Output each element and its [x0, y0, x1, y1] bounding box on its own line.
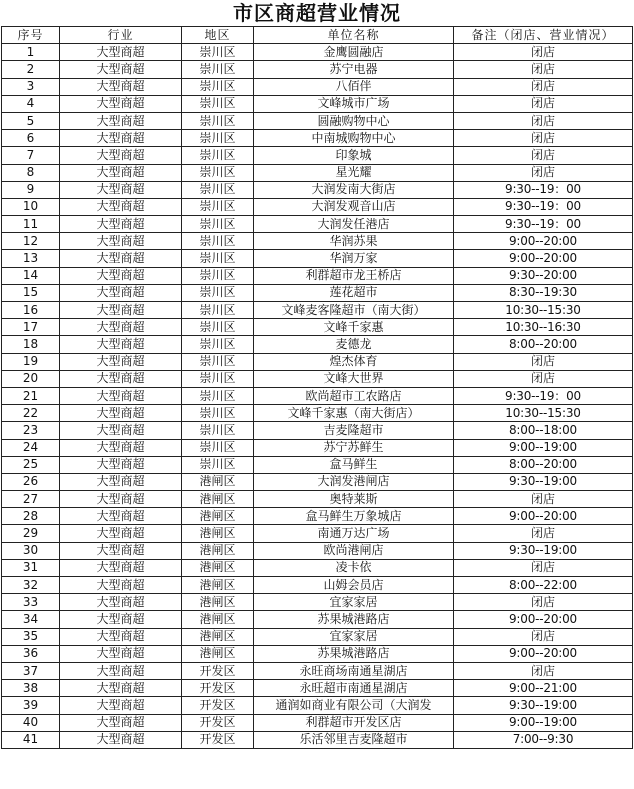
cell-industry: 大型商超: [60, 147, 182, 164]
cell-industry: 大型商超: [60, 284, 182, 301]
table-row: [2, 147, 633, 164]
cell-remarks: 10:30--15:30: [454, 405, 633, 422]
cell-index: 10: [2, 198, 60, 215]
cell-unit-name: 大润发南大街店: [254, 181, 454, 198]
cell-industry: 大型商超: [60, 336, 182, 353]
cell-industry: 大型商超: [60, 267, 182, 284]
cell-remarks: 8:00--18:00: [454, 422, 633, 439]
cell-unit-name: 文峰城市广场: [254, 95, 454, 112]
cell-unit-name: 南通万达广场: [254, 525, 454, 542]
cell-index: 23: [2, 422, 60, 439]
cell-industry: 大型商超: [60, 61, 182, 78]
cell-unit-name: 苏宁苏鲜生: [254, 439, 454, 456]
header-industry: 行业: [60, 27, 182, 44]
cell-index: 17: [2, 319, 60, 336]
cell-remarks: 9:00--20:00: [454, 611, 633, 628]
cell-district: 港闸区: [182, 611, 254, 628]
cell-industry: 大型商超: [60, 387, 182, 404]
cell-remarks: 8:00--22:00: [454, 577, 633, 594]
cell-index: 41: [2, 731, 60, 748]
cell-index: 1: [2, 44, 60, 61]
cell-remarks: 9:00--20:00: [454, 250, 633, 267]
cell-remarks: 闭店: [454, 95, 633, 112]
table-row: [2, 233, 633, 250]
cell-index: 37: [2, 662, 60, 679]
cell-district: 崇川区: [182, 336, 254, 353]
cell-industry: 大型商超: [60, 439, 182, 456]
header-remarks: 备注（闭店、营业情况）: [454, 27, 633, 44]
cell-index: 32: [2, 577, 60, 594]
cell-index: 24: [2, 439, 60, 456]
cell-unit-name: 大润发任港店: [254, 216, 454, 233]
cell-unit-name: 金鹰圆融店: [254, 44, 454, 61]
cell-unit-name: 欧尚港闸店: [254, 542, 454, 559]
cell-remarks: 闭店: [454, 662, 633, 679]
table-row: [2, 594, 633, 611]
cell-remarks: 闭店: [454, 525, 633, 542]
cell-district: 崇川区: [182, 112, 254, 129]
cell-unit-name: 盒马鲜生: [254, 456, 454, 473]
cell-district: 崇川区: [182, 267, 254, 284]
cell-index: 29: [2, 525, 60, 542]
cell-district: 崇川区: [182, 353, 254, 370]
table-row: [2, 387, 633, 404]
header-district: 地区: [182, 27, 254, 44]
cell-industry: 大型商超: [60, 181, 182, 198]
cell-industry: 大型商超: [60, 250, 182, 267]
header-unit-name: 单位名称: [254, 27, 454, 44]
cell-district: 港闸区: [182, 525, 254, 542]
cell-unit-name: 文峰麦客隆超市（南大街）: [254, 302, 454, 319]
cell-district: 崇川区: [182, 147, 254, 164]
cell-district: 崇川区: [182, 439, 254, 456]
cell-index: 8: [2, 164, 60, 181]
cell-industry: 大型商超: [60, 697, 182, 714]
table-row: [2, 181, 633, 198]
cell-district: 崇川区: [182, 216, 254, 233]
cell-unit-name: 华润万家: [254, 250, 454, 267]
cell-remarks: 9:00--21:00: [454, 680, 633, 697]
cell-industry: 大型商超: [60, 611, 182, 628]
cell-district: 港闸区: [182, 645, 254, 662]
cell-district: 港闸区: [182, 628, 254, 645]
table-row: [2, 577, 633, 594]
cell-unit-name: 乐活邻里吉麦隆超市: [254, 731, 454, 748]
cell-unit-name: 宜家家居: [254, 628, 454, 645]
cell-district: 开发区: [182, 662, 254, 679]
cell-remarks: 9:30--19:00: [454, 542, 633, 559]
cell-index: 21: [2, 387, 60, 404]
table-row: [2, 714, 633, 731]
cell-index: 2: [2, 61, 60, 78]
cell-remarks: 9:30--19：00: [454, 181, 633, 198]
cell-industry: 大型商超: [60, 594, 182, 611]
cell-index: 4: [2, 95, 60, 112]
cell-remarks: 闭店: [454, 147, 633, 164]
cell-industry: 大型商超: [60, 680, 182, 697]
cell-industry: 大型商超: [60, 714, 182, 731]
cell-remarks: 7:00--9:30: [454, 731, 633, 748]
table-row: [2, 456, 633, 473]
header-index: 序号: [2, 27, 60, 44]
table-row: [2, 198, 633, 215]
table-row: [2, 525, 633, 542]
cell-industry: 大型商超: [60, 422, 182, 439]
cell-district: 崇川区: [182, 250, 254, 267]
table-row: [2, 611, 633, 628]
cell-index: 20: [2, 370, 60, 387]
cell-industry: 大型商超: [60, 95, 182, 112]
cell-remarks: 9:00--19:00: [454, 714, 633, 731]
table-row: [2, 491, 633, 508]
cell-index: 40: [2, 714, 60, 731]
cell-index: 19: [2, 353, 60, 370]
cell-remarks: 8:00--20:00: [454, 456, 633, 473]
cell-index: 7: [2, 147, 60, 164]
cell-industry: 大型商超: [60, 559, 182, 576]
cell-remarks: 9:30--19：00: [454, 387, 633, 404]
cell-unit-name: 大润发观音山店: [254, 198, 454, 215]
cell-index: 14: [2, 267, 60, 284]
cell-district: 崇川区: [182, 370, 254, 387]
cell-remarks: 闭店: [454, 628, 633, 645]
cell-remarks: 闭店: [454, 594, 633, 611]
table-row: [2, 95, 633, 112]
cell-unit-name: 八佰伴: [254, 78, 454, 95]
cell-district: 崇川区: [182, 181, 254, 198]
cell-industry: 大型商超: [60, 473, 182, 490]
cell-remarks: 闭店: [454, 61, 633, 78]
cell-district: 崇川区: [182, 284, 254, 301]
table-row: [2, 439, 633, 456]
table-row: [2, 645, 633, 662]
cell-unit-name: 吉麦隆超市: [254, 422, 454, 439]
cell-remarks: 闭店: [454, 44, 633, 61]
cell-district: 港闸区: [182, 508, 254, 525]
cell-industry: 大型商超: [60, 731, 182, 748]
cell-remarks: 9:00--20:00: [454, 508, 633, 525]
cell-unit-name: 苏果城港路店: [254, 645, 454, 662]
cell-district: 开发区: [182, 714, 254, 731]
cell-remarks: 9:30--19：00: [454, 198, 633, 215]
cell-district: 港闸区: [182, 577, 254, 594]
cell-index: 28: [2, 508, 60, 525]
cell-unit-name: 麦德龙: [254, 336, 454, 353]
cell-district: 开发区: [182, 680, 254, 697]
cell-district: 港闸区: [182, 594, 254, 611]
cell-index: 34: [2, 611, 60, 628]
table-row: [2, 130, 633, 147]
cell-remarks: 9:00--19:00: [454, 439, 633, 456]
cell-district: 港闸区: [182, 491, 254, 508]
cell-index: 38: [2, 680, 60, 697]
cell-remarks: 10:30--16:30: [454, 319, 633, 336]
cell-unit-name: 欧尚超市工农路店: [254, 387, 454, 404]
cell-district: 崇川区: [182, 198, 254, 215]
cell-remarks: 闭店: [454, 164, 633, 181]
cell-unit-name: 利群超市龙王桥店: [254, 267, 454, 284]
cell-district: 崇川区: [182, 61, 254, 78]
cell-district: 崇川区: [182, 130, 254, 147]
cell-index: 5: [2, 112, 60, 129]
table-row: [2, 61, 633, 78]
cell-index: 22: [2, 405, 60, 422]
cell-district: 崇川区: [182, 456, 254, 473]
cell-district: 港闸区: [182, 559, 254, 576]
cell-remarks: 8:00--20:00: [454, 336, 633, 353]
table-row: [2, 267, 633, 284]
cell-remarks: 闭店: [454, 78, 633, 95]
cell-district: 崇川区: [182, 164, 254, 181]
cell-industry: 大型商超: [60, 130, 182, 147]
cell-remarks: 10:30--15:30: [454, 302, 633, 319]
cell-index: 13: [2, 250, 60, 267]
cell-index: 35: [2, 628, 60, 645]
cell-unit-name: 印象城: [254, 147, 454, 164]
table-row: [2, 680, 633, 697]
table-row: [2, 731, 633, 748]
cell-remarks: 闭店: [454, 491, 633, 508]
cell-industry: 大型商超: [60, 456, 182, 473]
cell-remarks: 9:30--19:00: [454, 697, 633, 714]
cell-district: 崇川区: [182, 319, 254, 336]
table-row: [2, 405, 633, 422]
cell-unit-name: 煌杰体育: [254, 353, 454, 370]
cell-remarks: 9:30--19：00: [454, 216, 633, 233]
cell-index: 3: [2, 78, 60, 95]
table-row: [2, 164, 633, 181]
cell-unit-name: 盒马鲜生万象城店: [254, 508, 454, 525]
cell-unit-name: 莲花超市: [254, 284, 454, 301]
table-row: [2, 662, 633, 679]
cell-industry: 大型商超: [60, 216, 182, 233]
cell-index: 25: [2, 456, 60, 473]
cell-index: 39: [2, 697, 60, 714]
cell-unit-name: 利群超市开发区店: [254, 714, 454, 731]
cell-industry: 大型商超: [60, 44, 182, 61]
cell-unit-name: 文峰千家惠: [254, 319, 454, 336]
cell-unit-name: 文峰千家惠（南大街店）: [254, 405, 454, 422]
cell-index: 6: [2, 130, 60, 147]
cell-district: 崇川区: [182, 422, 254, 439]
cell-index: 31: [2, 559, 60, 576]
table-row: [2, 284, 633, 301]
table-row: [2, 370, 633, 387]
cell-remarks: 闭店: [454, 112, 633, 129]
cell-district: 开发区: [182, 731, 254, 748]
cell-remarks: 闭店: [454, 559, 633, 576]
cell-industry: 大型商超: [60, 662, 182, 679]
table-row: [2, 422, 633, 439]
cell-district: 崇川区: [182, 95, 254, 112]
cell-unit-name: 文峰大世界: [254, 370, 454, 387]
cell-industry: 大型商超: [60, 164, 182, 181]
table-row: [2, 216, 633, 233]
cell-industry: 大型商超: [60, 78, 182, 95]
cell-district: 崇川区: [182, 387, 254, 404]
cell-remarks: 闭店: [454, 130, 633, 147]
cell-industry: 大型商超: [60, 319, 182, 336]
table-row: [2, 628, 633, 645]
cell-district: 港闸区: [182, 542, 254, 559]
table-row: [2, 112, 633, 129]
cell-industry: 大型商超: [60, 508, 182, 525]
table-header-row: [2, 27, 633, 44]
cell-unit-name: 苏果城港路店: [254, 611, 454, 628]
cell-index: 27: [2, 491, 60, 508]
cell-unit-name: 宜家家居: [254, 594, 454, 611]
cell-index: 15: [2, 284, 60, 301]
cell-remarks: 9:00--20:00: [454, 233, 633, 250]
cell-index: 33: [2, 594, 60, 611]
table-row: [2, 302, 633, 319]
cell-remarks: 闭店: [454, 353, 633, 370]
business-status-table: [1, 26, 633, 749]
cell-unit-name: 大润发港闸店: [254, 473, 454, 490]
cell-industry: 大型商超: [60, 353, 182, 370]
cell-index: 16: [2, 302, 60, 319]
cell-remarks: 闭店: [454, 370, 633, 387]
cell-unit-name: 通润如商业有限公司（大润发: [254, 697, 454, 714]
cell-index: 18: [2, 336, 60, 353]
table-body: [2, 44, 633, 749]
cell-industry: 大型商超: [60, 628, 182, 645]
cell-index: 30: [2, 542, 60, 559]
cell-industry: 大型商超: [60, 233, 182, 250]
table-row: [2, 353, 633, 370]
cell-remarks: 9:30--20:00: [454, 267, 633, 284]
cell-remarks: 8:30--19:30: [454, 284, 633, 301]
cell-index: 9: [2, 181, 60, 198]
cell-industry: 大型商超: [60, 525, 182, 542]
cell-unit-name: 华润苏果: [254, 233, 454, 250]
cell-district: 崇川区: [182, 78, 254, 95]
cell-industry: 大型商超: [60, 370, 182, 387]
cell-index: 12: [2, 233, 60, 250]
cell-index: 11: [2, 216, 60, 233]
cell-district: 开发区: [182, 697, 254, 714]
cell-industry: 大型商超: [60, 112, 182, 129]
cell-district: 崇川区: [182, 405, 254, 422]
cell-district: 港闸区: [182, 473, 254, 490]
cell-industry: 大型商超: [60, 542, 182, 559]
cell-industry: 大型商超: [60, 491, 182, 508]
cell-unit-name: 苏宁电器: [254, 61, 454, 78]
table-row: [2, 473, 633, 490]
cell-remarks: 9:00--20:00: [454, 645, 633, 662]
cell-unit-name: 奥特莱斯: [254, 491, 454, 508]
table-row: [2, 697, 633, 714]
cell-unit-name: 永旺商场南通星湖店: [254, 662, 454, 679]
table-row: [2, 250, 633, 267]
table-row: [2, 336, 633, 353]
cell-unit-name: 星光耀: [254, 164, 454, 181]
cell-unit-name: 中南城购物中心: [254, 130, 454, 147]
cell-industry: 大型商超: [60, 302, 182, 319]
table-row: [2, 508, 633, 525]
cell-unit-name: 永旺超市南通星湖店: [254, 680, 454, 697]
cell-index: 36: [2, 645, 60, 662]
table-row: [2, 78, 633, 95]
table-row: [2, 542, 633, 559]
cell-remarks: 9:30--19:00: [454, 473, 633, 490]
page-title: 市区商超营业情况: [233, 1, 401, 25]
table-row: [2, 44, 633, 61]
cell-district: 崇川区: [182, 233, 254, 250]
cell-industry: 大型商超: [60, 577, 182, 594]
table-row: [2, 319, 633, 336]
cell-unit-name: 圆融购物中心: [254, 112, 454, 129]
table-row: [2, 559, 633, 576]
cell-district: 崇川区: [182, 44, 254, 61]
cell-index: 26: [2, 473, 60, 490]
cell-industry: 大型商超: [60, 405, 182, 422]
cell-unit-name: 山姆会员店: [254, 577, 454, 594]
cell-unit-name: 凌卡依: [254, 559, 454, 576]
cell-industry: 大型商超: [60, 645, 182, 662]
cell-district: 崇川区: [182, 302, 254, 319]
cell-industry: 大型商超: [60, 198, 182, 215]
